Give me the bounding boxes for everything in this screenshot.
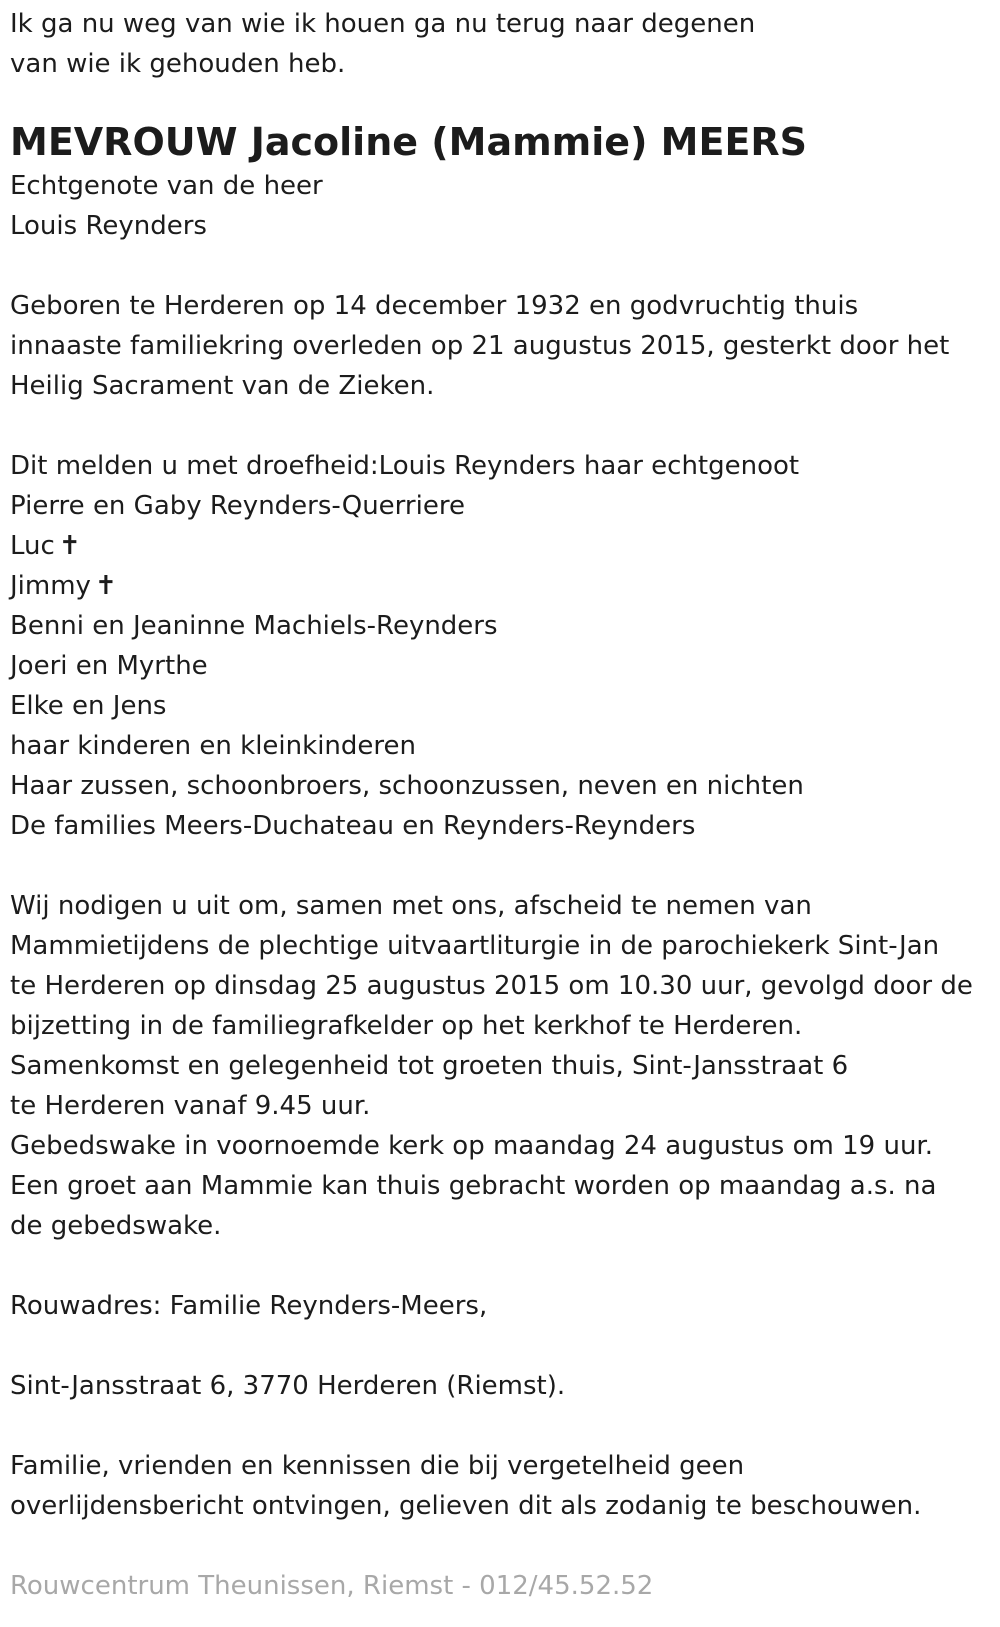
spacer <box>10 246 1000 286</box>
family-member-luc <box>10 526 1000 566</box>
funeral-line: Mammietijdens de plechtige uitvaartliturgie in de parochiekerk Sint-Jan <box>10 931 940 961</box>
family-member: De families Meers-Duchateau en Reynders-Reynders <box>10 811 696 841</box>
motto-line: Ik ga nu weg van wie ik houen ga nu terug naar degenen <box>10 9 756 39</box>
family-member: Elke en Jens <box>10 691 167 721</box>
funeral-line: te Herderen op dinsdag 25 augustus 2015 om 10.30 uur, gevolgd door de <box>10 971 973 1001</box>
funeral-home-footer: Rouwcentrum Theunissen, Riemst - 012/45.52.52 <box>10 1571 654 1601</box>
birth-death-line: Heilig Sacrament van de Zieken. <box>10 371 435 401</box>
spacer <box>10 1406 1000 1446</box>
family-member-name: Luc <box>10 531 55 561</box>
family-member: Joeri en Myrthe <box>10 651 208 681</box>
spacer <box>10 846 1000 886</box>
funeral-line: Een groet aan Mammie kan thuis gebracht worden op maandag a.s. na <box>10 1171 937 1201</box>
funeral-line: bijzetting in de familiegrafkelder op het kerkhof te Herderen. <box>10 1011 803 1041</box>
mourning-address-street: Sint-Jansstraat 6, 3770 Herderen (Riemst). <box>10 1371 566 1401</box>
funeral-line: Gebedswake in voornoemde kerk op maandag 24 augustus om 19 uur. <box>10 1131 933 1161</box>
spacer <box>10 1246 1000 1286</box>
birth-death-line: Geboren te Herderen op 14 december 1932 en godvruchtig thuis <box>10 291 859 321</box>
funeral-line: de gebedswake. <box>10 1211 222 1241</box>
deceased-name: MEVROUW Jacoline (Mammie) MEERS <box>10 120 808 164</box>
family-member-jimmy <box>10 566 1000 606</box>
funeral-line: te Herderen vanaf 9.45 uur. <box>10 1091 371 1121</box>
spouse-line: Louis Reynders <box>10 211 207 241</box>
family-member-name: Jimmy <box>10 571 91 601</box>
motto-line: van wie ik gehouden heb. <box>10 49 346 79</box>
spacer <box>10 1526 1000 1566</box>
spacer <box>10 406 1000 446</box>
family-member: Pierre en Gaby Reynders-Querriere <box>10 491 465 521</box>
mourning-address-label: Rouwadres: Familie Reynders-Meers, <box>10 1291 488 1321</box>
family-member: Haar zussen, schoonbroers, schoonzussen, neven en nichten <box>10 771 804 801</box>
family-member: Benni en Jeaninne Machiels-Reynders <box>10 611 498 641</box>
spacer <box>10 1326 1000 1366</box>
notice-line: Familie, vrienden en kennissen die bij vergetelheid geen <box>10 1451 745 1481</box>
cross-icon: ✝ <box>58 531 81 561</box>
cross-icon: ✝ <box>94 571 117 601</box>
family-intro: Dit melden u met droefheid:Louis Reynders haar echtgenoot <box>10 451 800 481</box>
funeral-line: Wij nodigen u uit om, samen met ons, afscheid te nemen van <box>10 891 812 921</box>
funeral-line: Samenkomst en gelegenheid tot groeten thuis, Sint-Jansstraat 6 <box>10 1051 849 1081</box>
birth-death-line: innaaste familiekring overleden op 21 augustus 2015, gesterkt door het <box>10 331 950 361</box>
spacer <box>10 84 1000 116</box>
notice-line: overlijdensbericht ontvingen, gelieven dit als zodanig te beschouwen. <box>10 1491 922 1521</box>
family-member: haar kinderen en kleinkinderen <box>10 731 416 761</box>
spouse-line: Echtgenote van de heer <box>10 171 323 201</box>
